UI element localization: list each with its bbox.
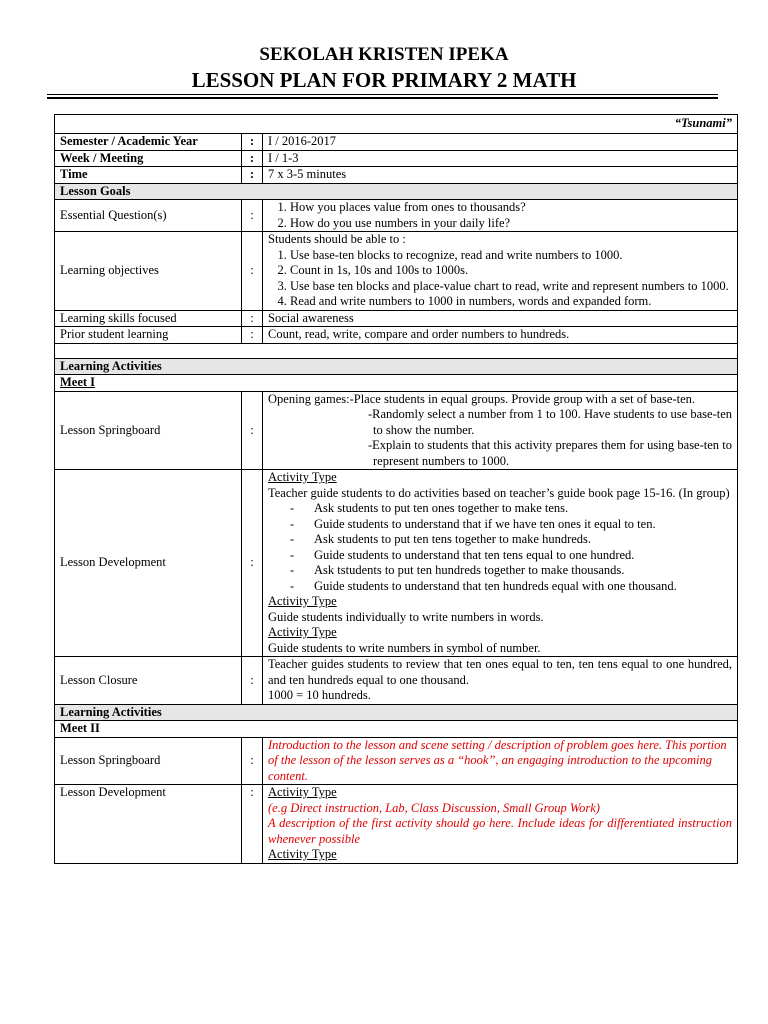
list-item: 1. How you places value from ones to thousands?	[290, 200, 732, 216]
theme-row	[55, 115, 738, 134]
dash-bullet: -	[290, 516, 295, 531]
learning-skills-value: Social awareness	[263, 310, 738, 327]
time-row	[55, 167, 738, 184]
meet1-closure-row	[55, 657, 738, 705]
list-item-text: Guide students to understand that ten tens equal to one hundred.	[314, 547, 635, 562]
objectives-list	[268, 248, 732, 310]
essential-question-list	[268, 200, 732, 231]
lesson-springboard-label: Lesson Springboard	[55, 391, 242, 470]
dash-bullet: -	[290, 532, 295, 546]
lesson-closure-content	[263, 657, 738, 705]
activity-type-heading: Activity Type	[268, 470, 337, 484]
list-item-text: Ask tstudents to put ten hundreds together to make thousands.	[314, 563, 625, 577]
activity-type-heading: Activity Type	[268, 847, 337, 861]
list-item	[268, 563, 732, 579]
lesson-goals-header-row	[55, 183, 738, 200]
learning-activities-header: Learning Activities	[55, 358, 738, 375]
learning-activities-2-header-row	[55, 704, 738, 721]
meet2-springboard-row	[55, 737, 738, 785]
dash-bullet: -	[290, 578, 295, 593]
list-item	[268, 532, 732, 548]
development-list	[268, 501, 732, 594]
meet2-development-content	[263, 785, 738, 864]
list-item: 4. Read and write numbers to 1000 in numbers, words and expanded form.	[290, 294, 732, 310]
activity-description-text: A description of the first activity should go here. Include ideas for differentiated instruction whenever possible	[268, 816, 732, 846]
colon: :	[242, 737, 263, 785]
learning-activities-header: Learning Activities	[55, 704, 738, 721]
learning-skills-label: Learning skills focused	[55, 310, 242, 327]
activity-type-heading: Activity Type	[268, 594, 337, 608]
meet1-springboard-row	[55, 391, 738, 470]
activity-3-text: Guide students to write numbers in symbol of number.	[268, 640, 541, 655]
colon: :	[242, 200, 263, 232]
prior-learning-label: Prior student learning	[55, 327, 242, 344]
lesson-goals-header: Lesson Goals	[55, 183, 738, 200]
colon: :	[242, 657, 263, 705]
semester-label: Semester / Academic Year	[55, 134, 242, 151]
colon: :	[242, 327, 263, 344]
lesson-development-content	[263, 470, 738, 657]
list-item: -Explain to students that this activity prepares them for using base-ten to represent numbers to 1000.	[368, 438, 732, 468]
semester-value: I / 2016-2017	[263, 134, 738, 151]
lesson-closure-label: Lesson Closure	[55, 657, 242, 705]
essential-question-label: Essential Question(s)	[55, 200, 242, 232]
time-value: 7 x 3-5 minutes	[263, 167, 738, 184]
spacer-cell	[55, 343, 738, 358]
list-item-text: Guide students to understand that if we have ten ones it equal to ten.	[314, 516, 656, 531]
learning-activities-header-row	[55, 358, 738, 375]
meet-2-row	[55, 721, 738, 738]
week-row	[55, 150, 738, 167]
title-rule-thin	[47, 94, 718, 95]
list-item: 2. Count in 1s, 10s and 100s to 1000s.	[290, 263, 732, 279]
list-item-text: Guide students to understand that ten hundreds equal with one thousand.	[314, 578, 677, 593]
meet2-development-row	[55, 785, 738, 864]
lesson-springboard-label: Lesson Springboard	[55, 737, 242, 785]
lesson-development-label: Lesson Development	[55, 470, 242, 657]
essential-question-row	[55, 200, 738, 232]
list-item	[268, 517, 732, 533]
lesson-springboard-content	[263, 391, 738, 470]
dash-bullet: -	[290, 563, 295, 577]
meet-2-title: Meet II	[55, 721, 738, 738]
list-item: -Place students in equal groups. Provide group with a set of base-ten.	[349, 391, 696, 406]
lesson-plan-table	[54, 114, 738, 864]
learning-skills-row	[55, 310, 738, 327]
week-label: Week / Meeting	[55, 150, 242, 167]
title-rule-thick	[47, 97, 718, 99]
week-value: I / 1-3	[263, 150, 738, 167]
colon: :	[242, 134, 263, 151]
meet2-springboard-text: Introduction to the lesson and scene setting / description of problem goes here. This portion of the lesson of the lesson serves as a “hook”, an engaging introduction to the upcoming content.	[263, 737, 738, 785]
learning-objectives-label: Learning objectives	[55, 232, 242, 311]
opening-games-more	[268, 407, 732, 469]
list-item-text: Ask students to put ten tens together to make hundreds.	[314, 532, 592, 546]
theme-title: “Tsunami”	[55, 115, 738, 134]
page-title: LESSON PLAN FOR PRIMARY 2 MATH	[191, 68, 577, 92]
time-label: Time	[55, 167, 242, 184]
prior-learning-row	[55, 327, 738, 344]
spacer-row	[55, 343, 738, 358]
list-item: 3. Use base ten blocks and place-value chart to read, write and represent numbers to 1000.	[290, 279, 732, 295]
closure-equation: 1000 = 10 hundreds.	[268, 688, 371, 702]
activity-example-text: (e.g Direct instruction, Lab, Class Discussion, Small Group Work)	[268, 800, 600, 815]
learning-objectives-content	[263, 232, 738, 311]
colon: :	[242, 310, 263, 327]
activity-type-heading: Activity Type	[268, 625, 337, 639]
opening-games-items	[350, 392, 732, 408]
colon: :	[242, 470, 263, 657]
dash-bullet: -	[290, 501, 295, 515]
colon: :	[242, 167, 263, 184]
dash-bullet: -	[290, 547, 295, 562]
opening-games	[268, 392, 732, 408]
activity-2-text: Guide students individually to write numbers in words.	[268, 609, 544, 624]
meet1-development-row	[55, 470, 738, 657]
colon: :	[242, 150, 263, 167]
colon: :	[242, 785, 263, 864]
list-item: -Randomly select a number from 1 to 100. Have students to use base-ten to show the number.	[368, 407, 732, 437]
list-item	[268, 579, 732, 595]
school-name: SEKOLAH KRISTEN IPEKA	[259, 44, 509, 65]
meet-1-row	[55, 375, 738, 392]
colon: :	[242, 391, 263, 470]
objectives-intro: Students should be able to :	[268, 232, 406, 246]
semester-row	[55, 134, 738, 151]
list-item-text: Ask students to put ten ones together to make tens.	[314, 501, 569, 515]
colon: :	[242, 232, 263, 311]
closure-text: Teacher guides students to review that ten ones equal to ten, ten tens equal to one hundred, and ten hundreds equal to one thousand.	[268, 657, 732, 687]
list-item: 2. How do you use numbers in your daily life?	[290, 216, 732, 232]
list-item: 1. Use base-ten blocks to recognize, read and write numbers to 1000.	[290, 248, 732, 264]
development-intro: Teacher guide students to do activities based on teacher’s guide book page 15-16. (In group)	[268, 485, 730, 500]
opening-games-label: Opening games:	[268, 391, 350, 406]
meet-1-title: Meet I	[55, 375, 738, 392]
list-item	[268, 548, 732, 564]
activity-type-heading: Activity Type	[268, 785, 337, 799]
learning-objectives-row	[55, 232, 738, 311]
list-item	[268, 501, 732, 517]
prior-learning-value: Count, read, write, compare and order numbers to hundreds.	[263, 327, 738, 344]
lesson-development-label: Lesson Development	[55, 785, 242, 864]
essential-question-content	[263, 200, 738, 232]
